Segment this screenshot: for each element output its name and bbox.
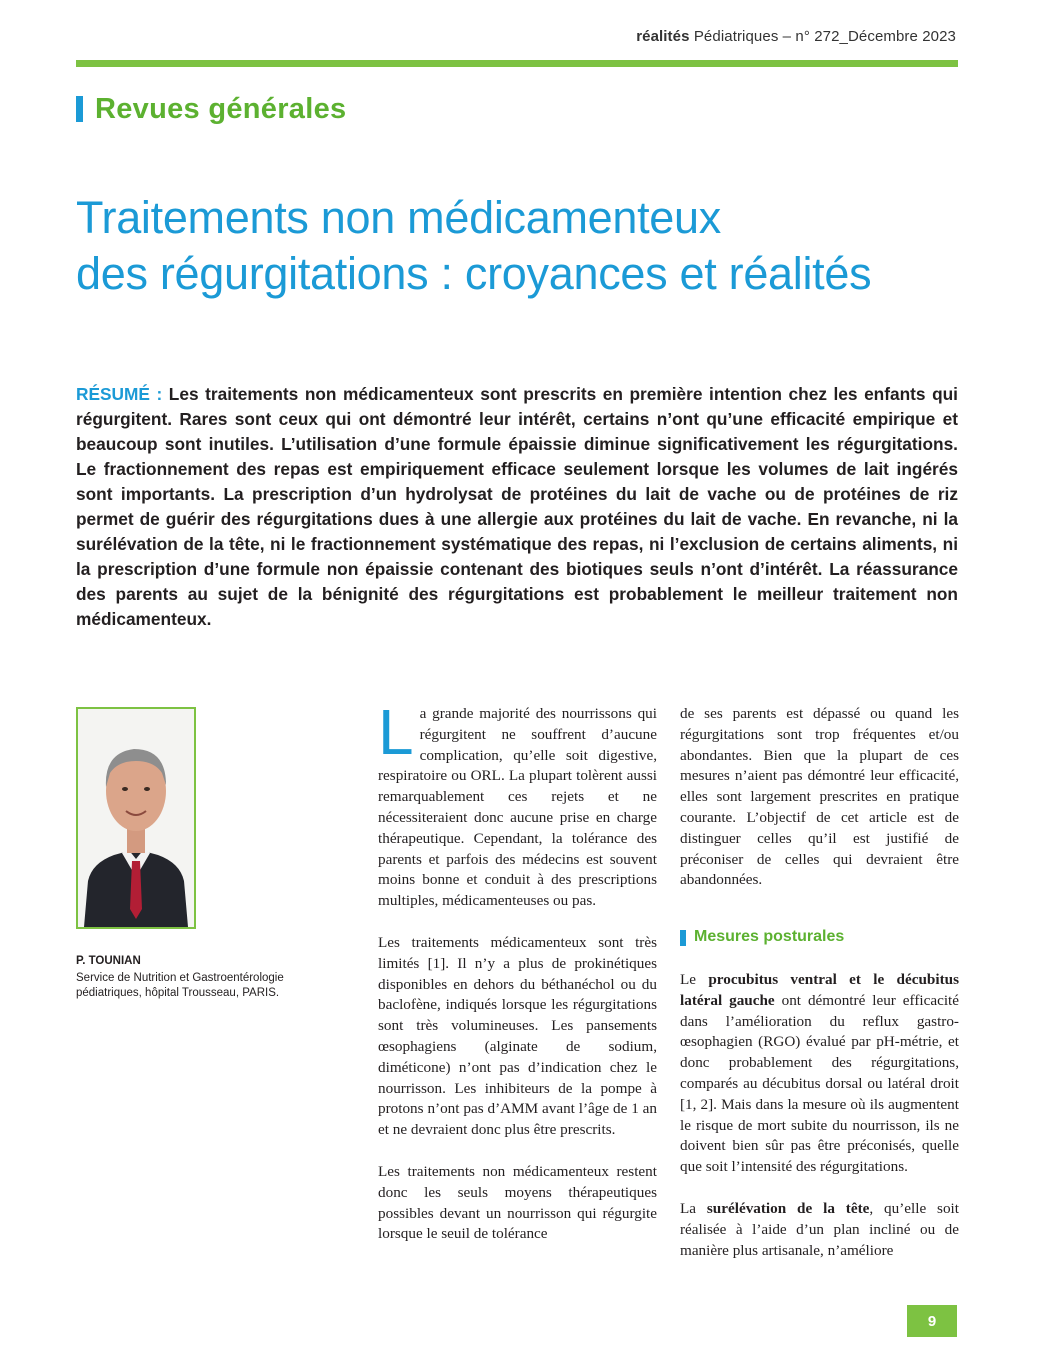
emphasis-text: surélévation de la tête [706,1199,870,1217]
abstract-text: Les traitements non médicamenteux sont prescrits en première intention chez les enfants qui régurgitent. Rares sont ceux qui ont démontré leur intérêt, certains n’ont qu’une efficacité empirique et beaucoup sont inutiles. L’utilisation d’une formule épaissie diminue significativement les régurgitations. Le fractionnement des repas est empiriquement efficace seulement lorsque les volumes de lait ingérés sont importants. La prescription d’un hydrolysat de protéines du lait de vache ou de protéines de riz permet de guérir des régurgitations dues à une allergie aux protéines du lait de vache. En revanche, ni la surélévation de la tête, ni le fractionnement systématique des repas, ni l’exclusion de certains aliments, ni la prescription d’une formule non épaissie contenant des biotiques seuls n’ont d’intérêt. La réassurance des parents au sujet de la bénignité des régurgitations est probablement le meilleur traitement non médicamenteux. [76,384,958,629]
header-rule [76,60,958,67]
subheading-label: Mesures posturales [694,928,845,946]
emphasis-text: procubitus ventral et le décubitus latéral gauche [680,970,959,1009]
paragraph-text: La [680,1199,707,1217]
body-column-2 [680,704,959,1282]
running-header [636,28,956,45]
body-paragraph [680,1199,959,1261]
author-affiliation: Service de Nutrition et Gastroentérologie pédiatriques, hôpital Trousseau, PARIS. [76,972,284,999]
drop-cap: L [378,696,414,768]
author-portrait-icon [78,709,194,927]
page-number: 9 [907,1305,957,1337]
subheading [680,927,959,948]
abstract-label: RÉSUMÉ : [76,384,163,404]
author-photo [76,707,196,929]
abstract [76,382,958,632]
body-column-1 [378,696,657,1266]
body-paragraph [378,696,657,912]
body-paragraph [680,970,959,1178]
article-title-line-2: des régurgitations : croyances et réalités [76,248,872,299]
paragraph-text: ont démontré leur efficacité dans l’amélioration du reflux gastro-œsophagien (RGO) évalué par pH-métrie, et donc probablement des régurgitations, comparés au décubitus dorsal ou latéral droit [1, 2]. Mais dans la mesure où ils augmentent le risque de mort subite du nourrisson, ils ne doivent bien sûr pas être préconisés, quelle que soit l’intensité des régurgitations. [680,991,959,1176]
journal-brand: réalités [636,28,690,45]
paragraph-text: Le [680,970,709,988]
body-paragraph: de ses parents est dépassé ou quand les régurgitations sont trop fréquentes et/ou abondantes. Bien que la plupart de ces mesures n’aient pas démontré leur efficacité, elles sont largement prescrites en pratique courante. L’objectif de cet article est de distinguer celles qu’il est justifié de préconiser de celles qui devraient être abandonnées. [680,705,959,889]
section-tag [76,92,346,126]
journal-issue: Pédiatriques – n° 272_Décembre 2023 [693,28,956,45]
body-paragraph: Les traitements non médicamenteux restent donc les seuls moyens thérapeutiques possibles devant un nourrisson qui régurgite lorsque le seuil de tolérance [378,1162,657,1243]
body-paragraph: Les traitements médicamenteux sont très limités [1]. Il n’y a plus de prokinétiques disponibles en dehors du béthanéchol ou du baclofène, indiqués lorsque les régurgitations sont très volumineuses. Les pansements œsophagiens (alginate de sodium, diméticone) n’ont pas d’indication chez le nourrisson. Les inhibiteurs de la pompe à protons n’ont pas d’AMM avant l’âge de 1 an et ne devraient donc plus être prescrits. [378,933,657,1139]
article-title [76,190,976,302]
paragraph-text: , qu’elle soit réalisée à l’aide d’un plan incliné ou de manière plus artisanale, n’améliore [680,1199,959,1259]
section-marker [76,96,83,122]
article-title-line-1: Traitements non médicamenteux [76,192,721,243]
paragraph-text: a grande majorité des nourrissons qui régurgitent ne souffrent d’aucune complication, qu’elle soit digestive, respiratoire ou ORL. La plupart tolèrent aussi remarquablement ces rejets et ne nécessiteraient donc aucune prise en charge thérapeutique. Cependant, la tolérance des parents et parfois des médecins est souvent moins bonne et conduit à des prescriptions multiples, médicamenteuses ou pas. [378,705,657,910]
author-name: P. TOUNIAN [76,955,141,967]
section-label: Revues générales [95,92,347,125]
subheading-marker [680,930,686,946]
